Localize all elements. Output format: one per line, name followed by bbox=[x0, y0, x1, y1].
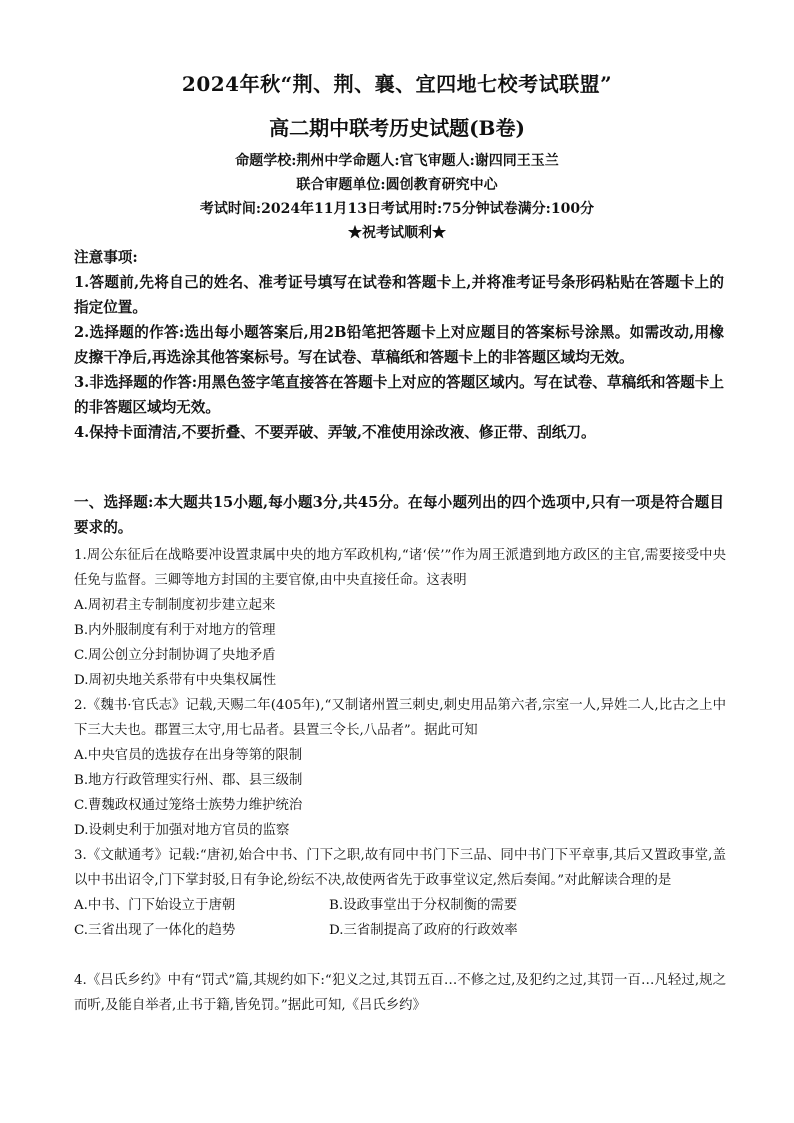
option-b: B.设政事堂出于分权制衡的需要 bbox=[329, 898, 518, 913]
option-d: D.周初央地关系带有中央集权属性 bbox=[74, 673, 276, 688]
option-c: C.三省出现了一体化的趋势 bbox=[74, 923, 236, 938]
option-b: B.地方行政管理实行州、郡、县三级制 bbox=[74, 773, 303, 788]
option-a: A.中央官员的选拔存在出身等第的限制 bbox=[74, 748, 303, 763]
notice-item: 4.保持卡面清洁,不要折叠、不要弄破、弄皱,不准使用涂改液、修正带、刮纸刀。 bbox=[74, 424, 596, 441]
question-stem: 1.周公东征后在战略要冲设置隶属中央的地方军政机构,“诸‘侯’”作为周王派遣到地方政区的主官,需要接受中央任免与监督。三卿等地方封国的主要官僚,由中央直接任命。这表明 bbox=[74, 548, 726, 588]
notice-heading: 注意事项: bbox=[74, 249, 138, 266]
option-b: B.内外服制度有利于对地方的管理 bbox=[74, 623, 276, 638]
review-unit-line: 联合审题单位:圆创教育研究中心 bbox=[296, 177, 498, 193]
question-4 bbox=[74, 968, 726, 1018]
notice-item: 3.非选择题的作答:用黑色签字笔直接答在答题卡上对应的答题区域内。写在试卷、草稿纸和答题卡上的非答题区域均无效。 bbox=[74, 374, 724, 416]
option-d: D.设刺史利于加强对地方官员的监察 bbox=[74, 823, 290, 838]
notice-section bbox=[74, 245, 724, 445]
section-title: 一、选择题:本大题共15小题,每小题3分,共45分。在每小题列出的四个选项中,只有一项是符合题目要求的。 bbox=[74, 494, 724, 536]
notice-item: 2.选择题的作答:选出每小题答案后,用2B铅笔把答题卡上对应题目的答案标号涂黑。如需改动,用橡皮擦干净后,再选涂其他答案标号。写在试卷、草稿纸和答题卡上的非答题区域均无效。 bbox=[74, 324, 724, 366]
author-line: 命题学校:荆州中学命题人:官飞审题人:谢四同王玉兰 bbox=[235, 153, 559, 169]
option-row bbox=[74, 893, 726, 918]
good-luck-wish: ★祝考试顺利★ bbox=[348, 225, 446, 241]
option-d: D.三省制提高了政府的行政效率 bbox=[329, 923, 518, 938]
option-a: A.中书、门下始设立于唐朝 bbox=[74, 898, 236, 913]
question-2 bbox=[74, 693, 726, 843]
question-stem: 3.《文献通考》记载:“唐初,始合中书、门下之职,故有同中书门下三品、同中书门下平章事,其后又置政事堂,盖以中书出诏令,门下掌封驳,日有争论,纷纭不决,故使两省先于政事堂议定,然后奏闻。”对此解读合理的是 bbox=[74, 848, 726, 888]
option-c: C.周公创立分封制协调了央地矛盾 bbox=[74, 648, 276, 663]
question-3 bbox=[74, 843, 726, 943]
exam-title-line1: 2024年秋“荆、荆、襄、宜四地七校考试联盟” bbox=[181, 72, 613, 96]
exam-info-line: 考试时间:2024年11月13日考试用时:75分钟试卷满分:100分 bbox=[199, 201, 595, 217]
option-row bbox=[74, 918, 726, 943]
question-stem: 4.《吕氏乡约》中有“罚式”篇,其规约如下:“犯义之过,其罚五百…不修之过,及犯约之过,其罚一百…凡轻过,规之而听,及能自举者,止书于籍,皆免罚。”据此可知,《吕氏乡约》 bbox=[74, 973, 726, 1013]
notice-item: 1.答题前,先将自己的姓名、准考证号填写在试卷和答题卡上,并将准考证号条形码粘贴在答题卡上的指定位置。 bbox=[74, 274, 724, 316]
exam-title-line2: 高二期中联考历史试题(B卷) bbox=[269, 116, 525, 140]
option-c: C.曹魏政权通过笼络士族势力维护统治 bbox=[74, 798, 303, 813]
question-stem: 2.《魏书·官氏志》记载,天赐二年(405年),“又制诸州置三刺史,刺史用品第六者,宗室一人,异姓二人,比古之上中下三大夫也。郡置三太守,用七品者。县置三令长,八品者”。据此可知 bbox=[74, 698, 726, 738]
option-a: A.周初君主专制制度初步建立起来 bbox=[74, 598, 276, 613]
question-1 bbox=[74, 543, 726, 693]
